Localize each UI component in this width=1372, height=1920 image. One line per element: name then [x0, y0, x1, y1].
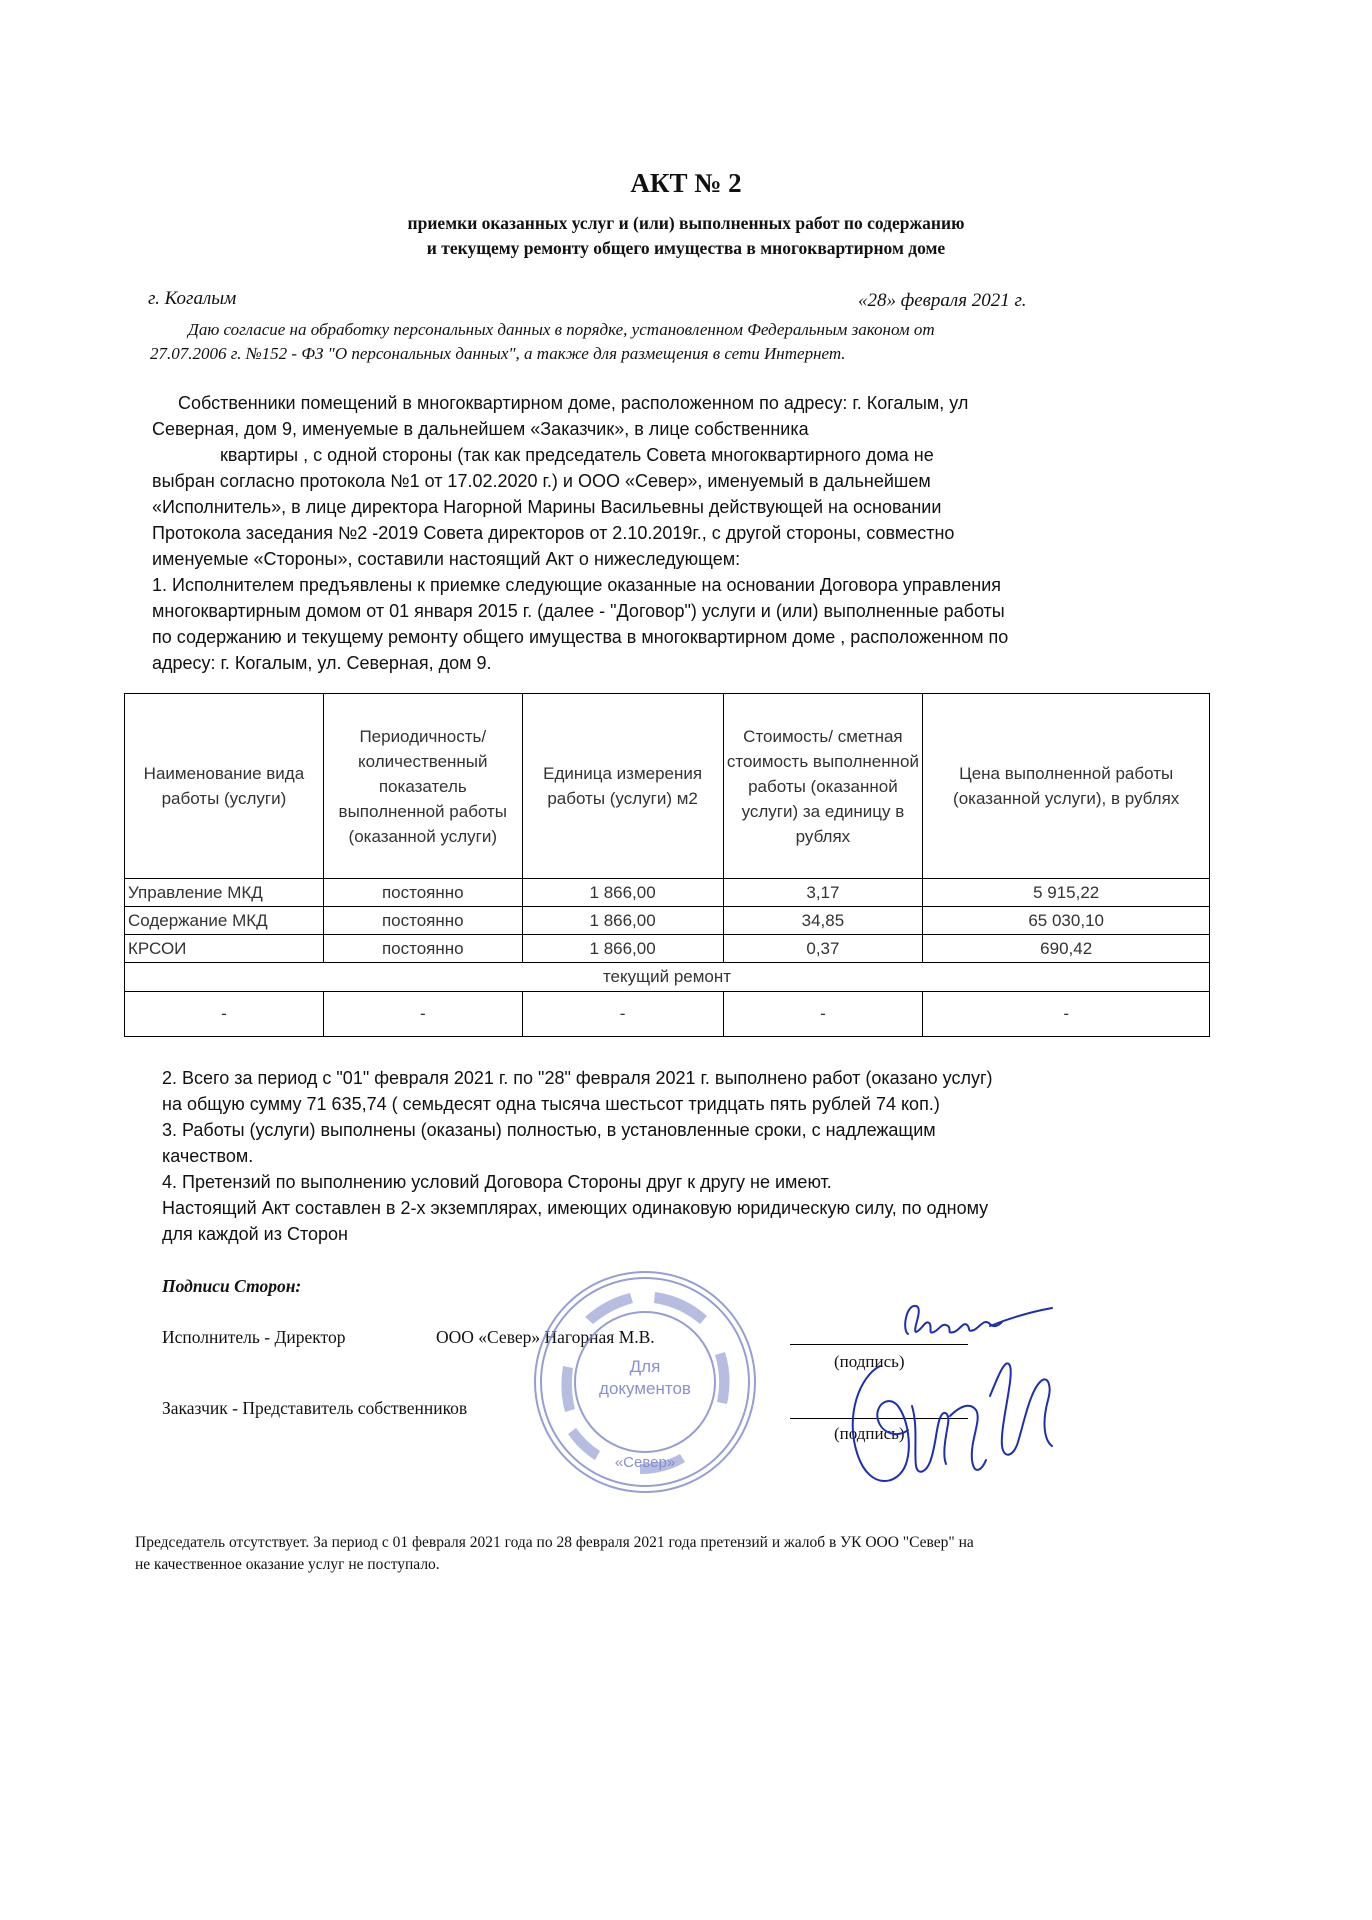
summary-line: для каждой из Сторон	[162, 1224, 348, 1244]
summary-line: 3. Работы (услуги) выполнены (оказаны) полностью, в установленные сроки, с надлежащим	[162, 1120, 936, 1140]
table-header-row	[125, 694, 1210, 879]
table-section-row	[125, 963, 1210, 992]
table-cell: 0,37	[723, 935, 923, 963]
summary-line: качеством.	[162, 1146, 254, 1166]
handwritten-signatures	[840, 1296, 1100, 1496]
preamble-line: адресу: г. Когалым, ул. Северная, дом 9.	[152, 653, 492, 673]
footer-line2: не качественное оказание услуг не поступало.	[135, 1556, 440, 1573]
summary-line: 2. Всего за период с "01" февраля 2021 г. по "28" февраля 2021 г. выполнено работ (оказано услуг)	[162, 1068, 993, 1088]
table-cell: постоянно	[323, 935, 522, 963]
executor-role: Исполнитель - Директор	[162, 1327, 346, 1347]
table-cell: Управление МКД	[125, 879, 324, 907]
table-row	[125, 992, 1210, 1037]
table-cell: -	[323, 992, 522, 1037]
signature-label: (подпись)	[834, 1424, 905, 1443]
summary-line: Настоящий Акт составлен в 2-х экземплярах, имеющих одинаковую юридическую силу, по одному	[162, 1198, 989, 1218]
table-cell: 5 915,22	[923, 879, 1210, 907]
table-row	[125, 935, 1210, 963]
table-cell: 65 030,10	[923, 907, 1210, 935]
table-cell: Содержание МКД	[125, 907, 324, 935]
consent-line2: 27.07.2006 г. №152 - ФЗ "О персональных данных", а также для размещения в сети Интернет.	[150, 344, 846, 363]
document-subtitle-line2: и текущему ремонту общего имущества в многоквартирном доме	[426, 238, 946, 258]
table-cell: 3,17	[723, 879, 923, 907]
preamble-line: выбран согласно протокола №1 от 17.02.2020 г.) и ООО «Север», именуемый в дальнейшем	[152, 471, 931, 491]
table-cell: -	[125, 992, 324, 1037]
table-cell: -	[522, 992, 723, 1037]
document-subtitle-line1: приемки оказанных услуг и (или) выполненных работ по содержанию	[407, 213, 965, 233]
footer-note	[135, 1532, 1215, 1576]
table-cell: постоянно	[323, 907, 522, 935]
table-header-cell: Наименование вида работы (услуги)	[125, 694, 324, 879]
table-cell: -	[723, 992, 923, 1037]
consent-text	[150, 318, 1170, 366]
city: г. Когалым	[148, 288, 237, 309]
signature-label: (подпись)	[834, 1352, 905, 1371]
seal-name: «Север»	[614, 1454, 676, 1471]
table-cell: 1 866,00	[522, 935, 723, 963]
seal-text-line1: Для	[629, 1357, 661, 1376]
table-cell: 34,85	[723, 907, 923, 935]
customer-role: Заказчик - Представитель собственников	[162, 1398, 468, 1418]
signatures-heading: Подписи Сторон:	[162, 1276, 302, 1296]
table-header-cell: Периодичность/ количественный показатель выполненной работы (оказанной услуги)	[323, 694, 522, 879]
table-cell: КРСОИ	[125, 935, 324, 963]
table-header-cell: Стоимость/ сметная стоимость выполненной работы (оказанной услуги) за единицу в рублях	[723, 694, 923, 879]
preamble-line: по содержанию и текущему ремонту общего имущества в многоквартирном доме , расположенном по	[152, 627, 1009, 647]
consent-line1: Даю согласие на обработку персональных данных в порядке, установленном Федеральным законом от	[188, 320, 935, 339]
table-header-cell: Единица измерения работы (услуги) м2	[522, 694, 723, 879]
summary-line: 4. Претензий по выполнению условий Договора Стороны друг к другу не имеют.	[162, 1172, 832, 1192]
table-cell: -	[923, 992, 1210, 1037]
table-cell: постоянно	[323, 879, 522, 907]
document-title: АКТ № 2	[630, 168, 742, 198]
works-table	[124, 693, 1210, 1037]
table-row	[125, 879, 1210, 907]
preamble	[152, 390, 1202, 676]
preamble-line: именуемые «Стороны», составили настоящий Акт о нижеследующем:	[152, 549, 741, 569]
company-seal-stamp	[525, 1262, 765, 1502]
table-section-label: текущий ремонт	[125, 963, 1210, 992]
preamble-line: 1. Исполнителем предъявлены к приемке следующие оказанные на основании Договора управления	[152, 575, 1002, 595]
footer-line1: Председатель отсутствует. За период с 01 февраля 2021 года по 28 февраля 2021 года претензий и жалоб в УК ООО "Север" на	[135, 1534, 974, 1551]
preamble-line: Северная, дом 9, именуемые в дальнейшем «Заказчик», в лице собственника	[152, 419, 809, 439]
preamble-line: «Исполнитель», в лице директора Нагорной Марины Васильевны действующей на основании	[152, 497, 942, 517]
summary	[162, 1065, 1202, 1247]
preamble-line: Протокола заседания №2 -2019 Совета директоров от 2.10.2019г., с другой стороны, совместно	[152, 523, 955, 543]
preamble-line: Собственники помещений в многоквартирном доме, расположенном по адресу: г. Когалым, ул	[178, 393, 969, 413]
seal-text-line2: документов	[599, 1379, 691, 1398]
table-header-cell: Цена выполненной работы (оказанной услуги), в рублях	[923, 694, 1210, 879]
table-cell: 690,42	[923, 935, 1210, 963]
document-date: «28» февраля 2021 г.	[858, 290, 1027, 311]
preamble-line: многоквартирным домом от 01 января 2015 г. (далее - "Договор") услуги и (или) выполненные работы	[152, 601, 1005, 621]
table-row	[125, 907, 1210, 935]
summary-line: на общую сумму 71 635,74 ( семьдесят одна тысяча шестьсот тридцать пять рублей 74 коп.)	[162, 1094, 940, 1114]
table-cell: 1 866,00	[522, 879, 723, 907]
executor-org: ООО «Север» Нагорная М.В.	[436, 1327, 655, 1347]
preamble-line: квартиры , с одной стороны (так как председатель Совета многоквартирного дома не	[220, 445, 934, 465]
table-cell: 1 866,00	[522, 907, 723, 935]
